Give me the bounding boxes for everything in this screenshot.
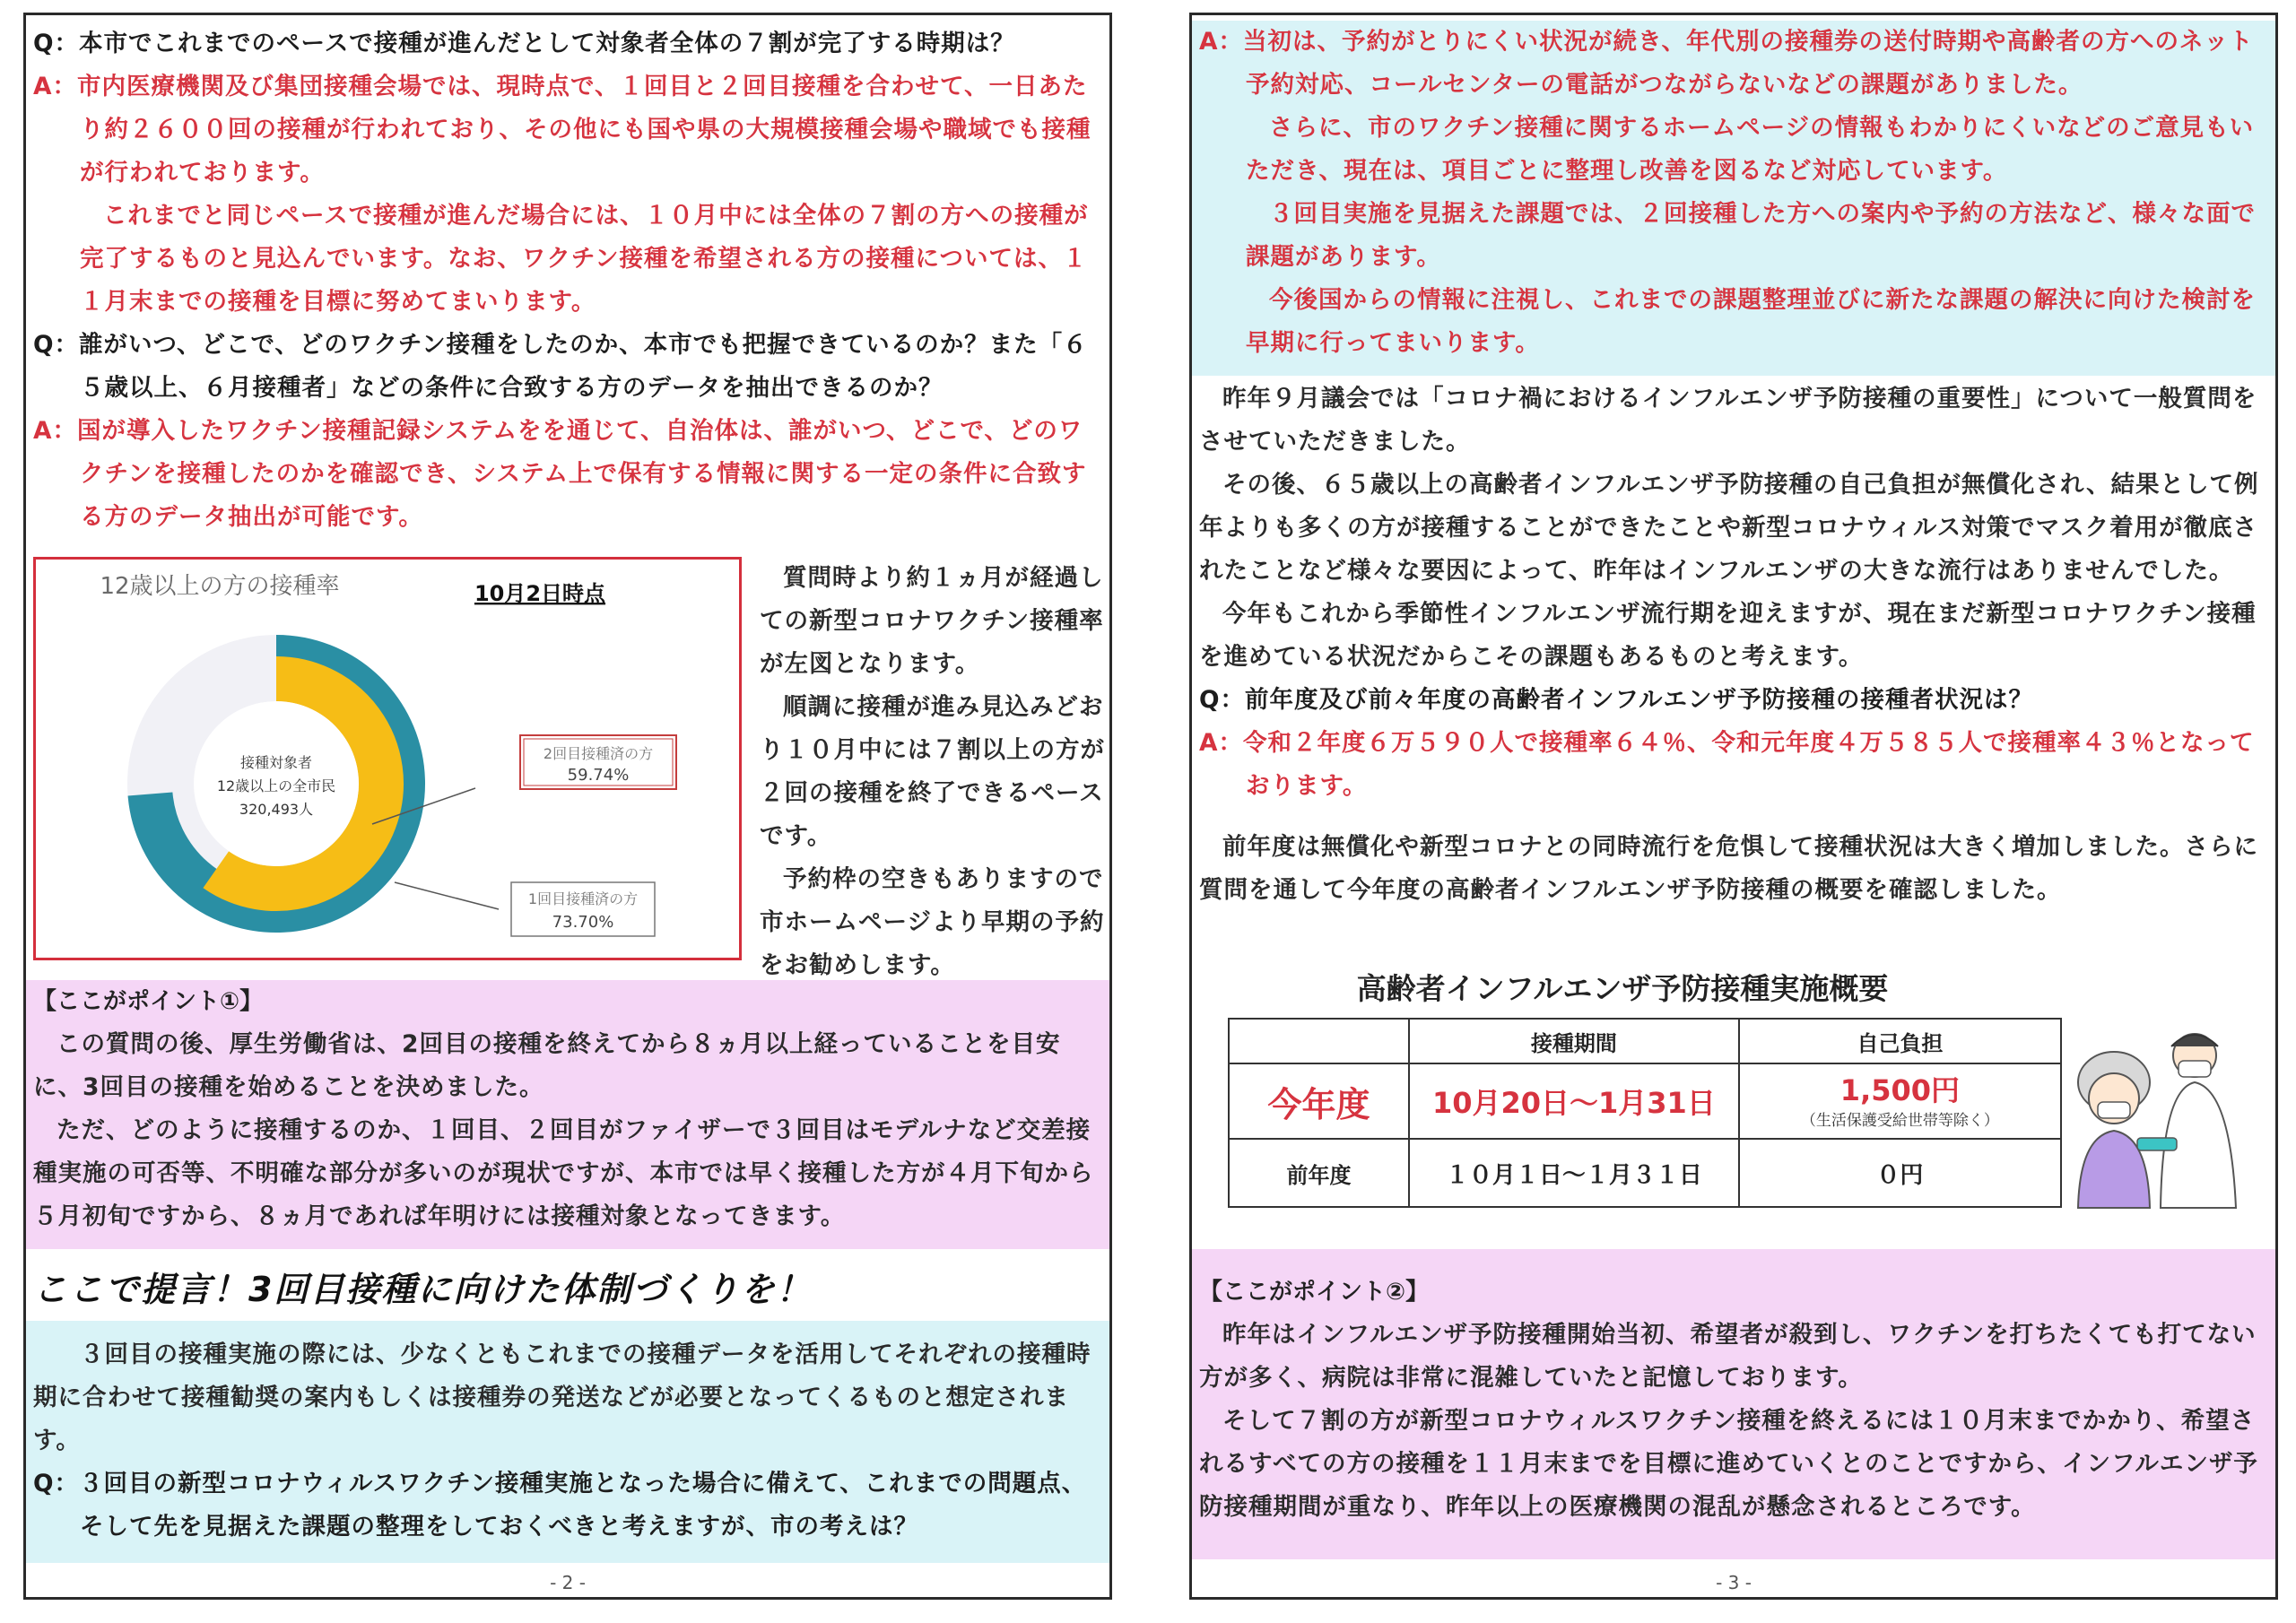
- row-this-year-note: （生活保護受給世帯等除く）: [1800, 1111, 1999, 1130]
- vaccination-illustration: [2060, 1020, 2257, 1217]
- chart-side-text-3: 予約枠の空きもありますので市ホームページより早期の予約をお勧めします。: [760, 865, 1105, 979]
- row-this-year-label: 今年度: [1229, 1063, 1409, 1139]
- answer-section: [1192, 21, 2275, 376]
- question-third-dose: Q：３回目の新型コロナウィルスワクチン接種実施となった場合に備えて、これまでの問題点、そして先を見据えた課題の整理をしておくべきと考えますが、市の考えは？: [33, 1470, 1087, 1541]
- table-title: 高齢者インフルエンザ予防接種実施概要: [1356, 971, 1889, 1006]
- chart-date-label: 10月2日時点: [474, 581, 606, 606]
- chart-title: 12歳以上の方の接種率: [100, 573, 340, 600]
- center-label-1: 接種対象者: [239, 754, 313, 771]
- answer-data-extraction: A：国が導入したワクチン接種記録システムをを通じて、自治体は、誰がいつ、どこで、どのワクチンを接種したのかを確認でき、システム上で保有する情報に関する一定の条件に合致する方のデータ抽出が可能です。: [33, 417, 1087, 531]
- page-number-3: - 3 -: [1716, 1572, 1752, 1593]
- flu-para-3: 今年もこれから季節性インフルエンザ流行期を迎えますが、現在まだ新型コロナワクチン接種を進めている状況だからこその課題もあるものと考えます。: [1199, 600, 2257, 671]
- dose1-leader-line: [395, 882, 499, 909]
- point-1-para-1: この質問の後、厚生労働省は、2回目の接種を終えてから８ヵ月以上経っていることを目安に、3回目の接種を始めることを決めました。: [33, 1030, 1061, 1101]
- answer-issues-3: ３回目実施を見据えた課題では、２回接種した方への案内や予約の方法など、様々な面で課題があります。: [1246, 200, 2256, 271]
- point-1-para-2: ただ、どのように接種するのか、１回目、２回目がファイザーで３回目はモデルナなど交差接種実施の可否等、不明確な部分が多いのが現状ですが、本市では早く接種した方が４月下旬から５月初旬ですから、８ヵ月であれば年明けには接種対象となってきます。: [33, 1116, 1094, 1230]
- chart-side-text: [760, 557, 1109, 987]
- question-completion-time: Q：本市でこれまでのペースで接種が進んだとして対象者全体の７割が完了する時期は？: [33, 30, 1015, 57]
- center-label-3: 320,493人: [239, 801, 314, 818]
- answer-completion-time-2: これまでと同じペースで接種が進んだ場合には、１０月中には全体の７割の方への接種が完了するものと見込んでいます。なお、ワクチン接種を希望される方の接種については、１１月末までの接種を目標に努めてまいります。: [80, 202, 1089, 316]
- dose1-value: 73.70%: [552, 913, 614, 932]
- dose2-label: 2回目接種済の方: [543, 745, 654, 762]
- flu-section: [1199, 378, 2272, 912]
- flu-para-2: その後、６５歳以上の高齢者インフルエンザ予防接種の自己負担が無償化され、結果として例年よりも多くの方が接種することができたことや新型コロナウィルス対策でマスク着用が徹底されたことなど様々な要因によって、昨年はインフルエンザの大きな流行はありませんでした。: [1199, 471, 2259, 585]
- row-this-year-cost: 1,500円: [1839, 1072, 1961, 1107]
- flu-para-4: 前年度は無償化や新型コロナとの同時流行を危惧して接種状況は大きく増加しました。さらに質問を通して今年度の高齢者インフルエンザ予防接種の概要を確認しました。: [1199, 833, 2258, 904]
- vaccination-donut-chart: [36, 560, 739, 958]
- point-2-para-2: そして７割の方が新型コロナウィルスワクチン接種を終えるには１０月末までかかり、希望されるすべての方の接種を１１月末までを目標に進めていくとのことですから、インフルエンザ予防接種期間が重なり、昨年以上の医療機関の混乱が懸念されるところです。: [1199, 1407, 2258, 1521]
- point-2-para-1: 昨年はインフルエンザ予防接種開始当初、希望者が殺到し、ワクチンを打ちたくても打てない方が多く、病院は非常に混雑していたと記憶しております。: [1199, 1321, 2257, 1392]
- chart-side-text-2: 順調に接種が進み見込みどおり１０月中には７割以上の方が２回の接種を終了できるペースです。: [760, 693, 1105, 850]
- flu-schedule-table: [1228, 1018, 2062, 1208]
- answer-issues-2: さらに、市のワクチン接種に関するホームページの情報もわかりにくいなどのご意見もいただき、現在は、項目ごとに整理し改善を図るなど対応しています。: [1246, 114, 2255, 185]
- qa-section-1: [33, 22, 1100, 539]
- row-last-year-period: １０月１日～１月３１日: [1409, 1139, 1739, 1207]
- point-2-section: [1192, 1249, 2275, 1559]
- answer-issues-4: 今後国からの情報に注視し、これまでの課題整理並びに新たな課題の解決に向けた検討を早期に行ってまいります。: [1246, 286, 2256, 357]
- dose1-label: 1回目接種済の方: [527, 890, 639, 907]
- question-flu-stats: Q：前年度及び前々年度の高齢者インフルエンザ予防接種の接種者状況は？: [1199, 686, 2033, 714]
- center-label-2: 12歳以上の全市民: [216, 777, 336, 794]
- point-1-section: [26, 980, 1109, 1249]
- proposal-para: ３回目の接種実施の際には、少なくともこれまでの接種データを活用してそれぞれの接種時期に合わせて接種勧奨の案内もしくは接種券の発送などが必要となってくるものと想定されます。: [33, 1341, 1091, 1454]
- proposal-heading: ここで提言！3回目接種に向けた体制づくりを！: [33, 1270, 813, 1309]
- point-2-title: 【ここがポイント②】: [1199, 1279, 1430, 1306]
- point-1-title: 【ここがポイント①】: [33, 988, 264, 1015]
- question-data-extraction: Q：誰がいつ、どこで、どのワクチン接種をしたのか、本市でも把握できているのか？また「６５歳以上、６月接種者」などの条件に合致する方のデータを抽出できるのか？: [33, 331, 1088, 402]
- dose2-value: 59.74%: [567, 766, 630, 785]
- page-3: [1189, 13, 2278, 1600]
- col-header-cost: 自己負担: [1739, 1019, 2061, 1063]
- proposal-section: [26, 1321, 1109, 1563]
- vaccination-chart-box: [33, 557, 742, 960]
- answer-flu-stats: A：令和２年度６万５９０人で接種率６４％、令和元年度４万５８５人で接種率４３％となっております。: [1199, 729, 2255, 800]
- flu-para-1: 昨年９月議会では「コロナ禍におけるインフルエンザ予防接種の重要性」について一般質問をさせていただきました。: [1199, 385, 2257, 456]
- answer-completion-time: A：市内医療機関及び集団接種会場では、現時点で、１回目と２回目接種を合わせて、一日あたり約２６００回の接種が行われており、その他にも国や県の大規模接種会場や職域でも接種が行われております。: [33, 73, 1091, 187]
- row-this-year-period: 10月20日～1月31日: [1409, 1063, 1739, 1139]
- chart-side-text-1: 質問時より約１ヵ月が経過しての新型コロナワクチン接種率が左図となります。: [760, 564, 1104, 678]
- row-this-year-cost-cell: [1739, 1063, 2061, 1139]
- answer-issues-1: A：当初は、予約がとりにくい状況が続き、年代別の接種券の送付時期や高齢者の方へのネット予約対応、コールセンターの電話がつながらないなどの課題がありました。: [1199, 28, 2254, 99]
- row-last-year-cost: ０円: [1739, 1139, 2061, 1207]
- row-last-year-label: 前年度: [1229, 1139, 1409, 1207]
- col-header-period: 接種期間: [1409, 1019, 1739, 1063]
- page-number-2: - 2 -: [550, 1572, 586, 1593]
- page-2: [23, 13, 1112, 1600]
